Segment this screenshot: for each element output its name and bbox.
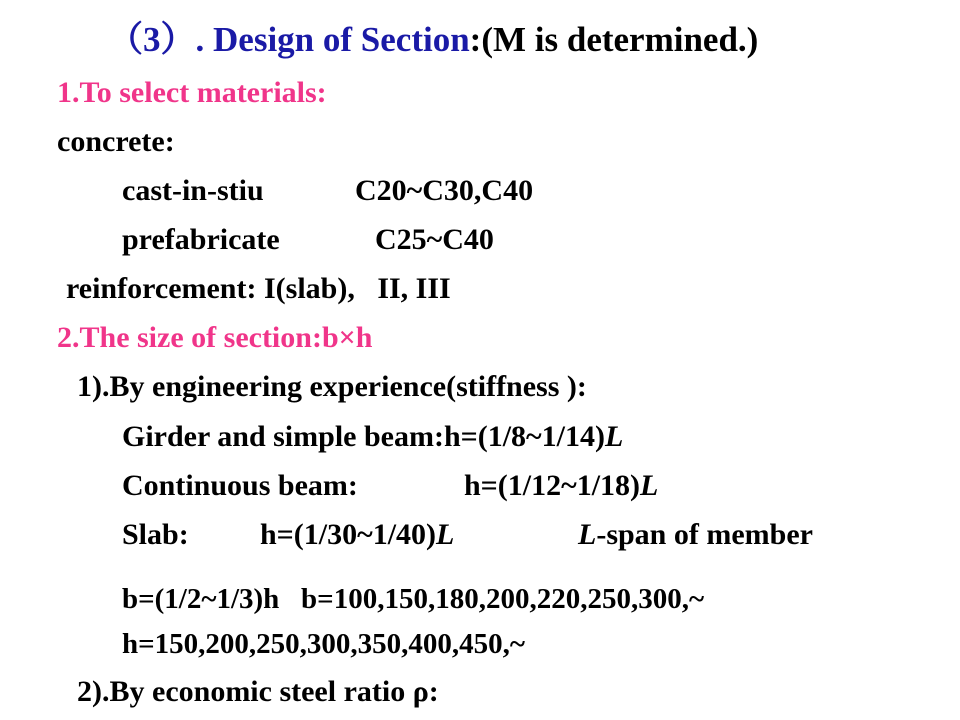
cast-in-situ-term: cast-in-stiu: [122, 174, 264, 207]
title-dot: .: [195, 20, 214, 59]
slab-var: L: [436, 518, 455, 551]
title-rest: :(M is determined.): [469, 20, 759, 59]
reinforcement-line: reinforcement: I(slab), II, III: [66, 272, 451, 305]
span-text: -span of member: [596, 518, 813, 551]
span-var: L: [578, 518, 597, 551]
slab-label: Slab:: [122, 518, 189, 551]
section2-heading: 2.The size of section:b×h: [57, 321, 373, 354]
continuous-value: h=(1/12~1/18): [464, 469, 641, 502]
subsection2-heading: 2).By economic steel ratio ρ:: [77, 675, 439, 708]
title-main: Design of Section: [213, 20, 470, 59]
slab-value-line: [260, 520, 454, 550]
slide-title: [108, 22, 758, 57]
prefabricate-term: prefabricate: [122, 223, 280, 256]
continuous-var: L: [640, 469, 659, 502]
concrete-label: concrete:: [57, 125, 175, 158]
girder-var: L: [604, 420, 624, 453]
h-range-line: h=150,200,250,300,350,400,450,~: [122, 628, 525, 660]
slab-value: h=(1/30~1/40): [260, 518, 437, 551]
continuous-value-line: [464, 471, 658, 501]
cast-in-situ-grades: C20~C30,C40: [355, 174, 534, 207]
prefabricate-grades: C25~C40: [375, 223, 494, 256]
continuous-label: Continuous beam:: [122, 469, 358, 502]
section1-heading: 1.To select materials:: [57, 76, 327, 109]
girder-line: [122, 422, 623, 452]
span-definition: [578, 520, 813, 550]
title-number: （3）: [108, 20, 196, 59]
subsection1-heading: 1).By engineering experience(stiffness ):: [77, 370, 587, 403]
b-range-line: b=(1/2~1/3)h b=100,150,180,200,220,250,300,~: [122, 583, 705, 615]
girder-text: Girder and simple beam:h=(1/8~1/14): [122, 420, 605, 453]
